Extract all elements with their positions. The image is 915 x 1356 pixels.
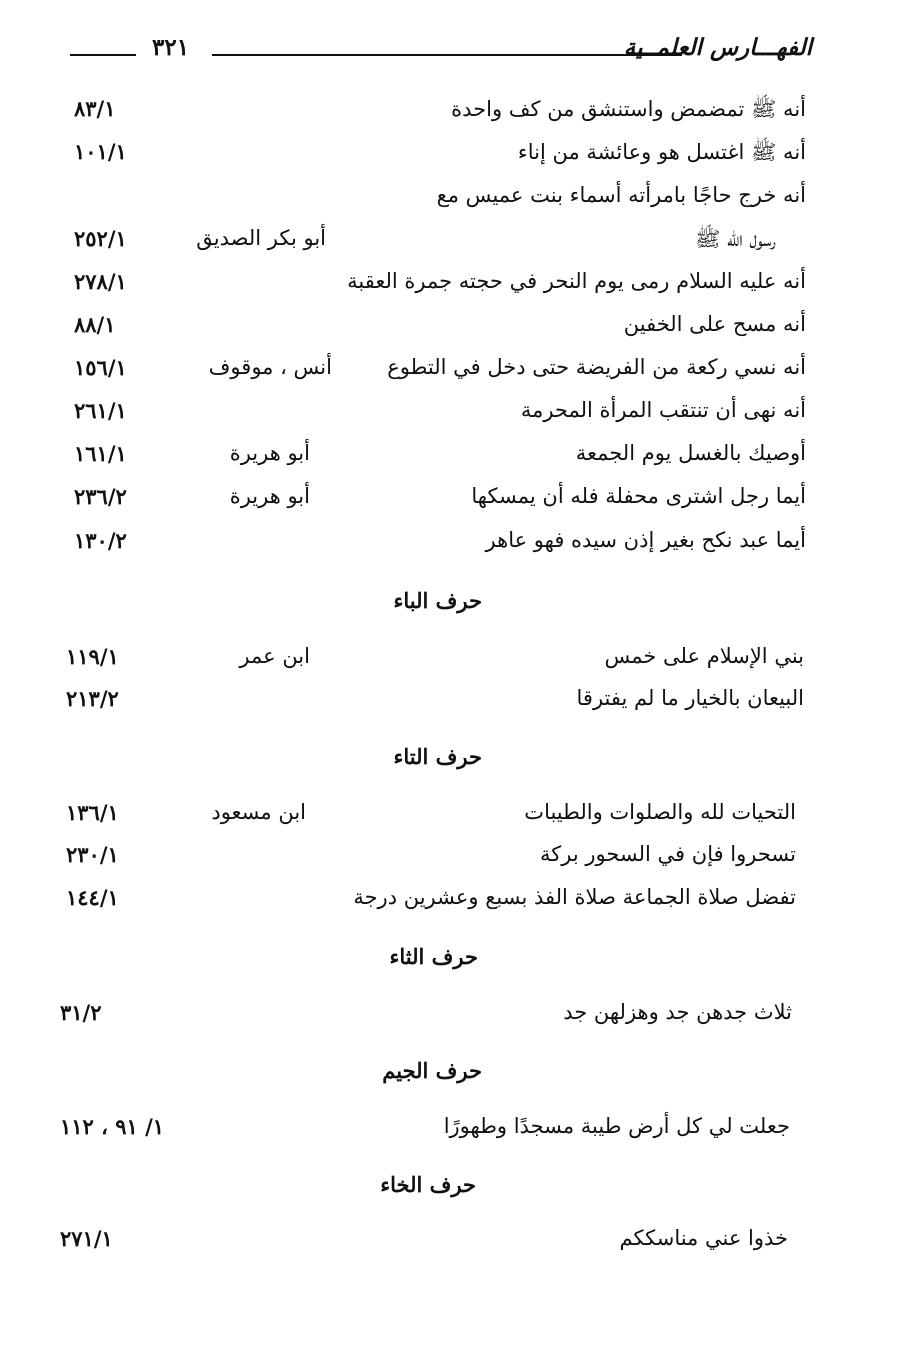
reference: ١/ ٩١ ، ١١٢ <box>60 1114 165 1139</box>
hadith-text: أنه نسي ركعة من الفريضة حتى دخل في التطوع <box>387 355 806 379</box>
reference: ٢١٣/٢ <box>66 686 119 711</box>
list-item <box>74 355 806 389</box>
list-item <box>74 312 806 346</box>
reference: ٢٣٦/٢ <box>74 484 127 509</box>
hadith-text: أنه خرج حاجًا بامرأته أسماء بنت عميس مع <box>436 183 806 207</box>
reference: ١٥٦/١ <box>74 355 127 380</box>
list-item <box>74 484 806 518</box>
reference: ١٠١/١ <box>74 139 127 164</box>
section-heading: حرف الخاء <box>380 1172 476 1197</box>
narrator: أبو هريرة <box>229 441 310 465</box>
page-number: ٣٢١ <box>152 34 190 61</box>
reference: ٣١/٢ <box>60 1000 102 1025</box>
section-heading: حرف التاء <box>393 744 482 769</box>
narrator: أنس ، موقوف <box>208 355 332 379</box>
reference: ١٣٦/١ <box>66 800 119 825</box>
list-item <box>74 96 806 130</box>
reference: ٨٨/١ <box>74 312 116 337</box>
reference: ٢٣٠/١ <box>66 842 119 867</box>
hadith-text: أنه عليه السلام رمى يوم النحر في حجته جمرة العقبة <box>347 269 806 293</box>
list-item <box>60 1226 788 1260</box>
list-item <box>66 842 796 876</box>
list-item <box>74 139 806 173</box>
page-title: الفهـــارس العلمــية <box>623 34 812 61</box>
narrator: أبو بكر الصديق <box>196 226 326 250</box>
list-item <box>74 269 806 303</box>
hadith-text: أنه نهى أن تنتقب المرأة المحرمة <box>520 398 806 422</box>
narrator: أبو هريرة <box>229 484 310 508</box>
reference: ١٦١/١ <box>74 441 127 466</box>
hadith-text: التحيات لله والصلوات والطيبات <box>524 800 796 824</box>
list-item <box>66 885 796 919</box>
list-item <box>60 1000 792 1034</box>
reference: ١١٩/١ <box>66 644 119 669</box>
list-item <box>66 644 804 678</box>
hadith-text: أنه ﷺ اغتسل هو وعائشة من إناء <box>517 140 806 164</box>
hadith-text: خذوا عني مناسككم <box>619 1226 788 1250</box>
list-item <box>74 183 806 217</box>
hadith-text: تفضل صلاة الجماعة صلاة الفذ بسبع وعشرين درجة <box>353 885 796 909</box>
hadith-text: أوصيك بالغسل يوم الجمعة <box>575 441 806 465</box>
hadith-text: أيما عبد نكح بغير إذن سيده فهو عاهر <box>485 528 806 552</box>
section-heading: حرف الباء <box>393 588 482 613</box>
list-item <box>74 528 806 562</box>
hadith-text: رسول الله ﷺ <box>695 227 776 251</box>
reference: ٨٣/١ <box>74 96 116 121</box>
hadith-text: تسحروا فإن في السحور بركة <box>540 842 796 866</box>
header-rule-middle <box>212 54 682 56</box>
hadith-text: أنه ﷺ تمضمض واستنشق من كف واحدة <box>451 97 806 121</box>
reference: ٢٦١/١ <box>74 398 127 423</box>
hadith-text: جعلت لي كل أرض طيبة مسجدًا وطهورًا <box>443 1114 790 1138</box>
hadith-text: ثلاث جدهن جد وهزلهن جد <box>563 1000 792 1024</box>
narrator: ابن عمر <box>239 644 310 668</box>
section-heading: حرف الجيم <box>382 1058 482 1083</box>
list-item <box>74 441 806 475</box>
page-header <box>70 34 812 74</box>
list-item <box>66 686 804 720</box>
reference: ٢٧١/١ <box>60 1226 113 1251</box>
hadith-text: بني الإسلام على خمس <box>604 644 804 668</box>
section-heading: حرف الثاء <box>389 944 478 969</box>
hadith-text: أنه مسح على الخفين <box>623 312 806 336</box>
hadith-text: أيما رجل اشترى محفلة فله أن يمسكها <box>471 484 806 508</box>
list-item <box>74 398 806 432</box>
reference: ٢٥٢/١ <box>74 226 127 251</box>
header-rule-left <box>70 54 136 56</box>
reference: ١٣٠/٢ <box>74 528 127 553</box>
narrator: ابن مسعود <box>211 800 306 824</box>
reference: ٢٧٨/١ <box>74 269 127 294</box>
list-item <box>74 226 806 260</box>
reference: ١٤٤/١ <box>66 885 119 910</box>
list-item <box>66 800 796 834</box>
hadith-text: البيعان بالخيار ما لم يفترقا <box>576 686 804 710</box>
list-item <box>60 1114 790 1148</box>
